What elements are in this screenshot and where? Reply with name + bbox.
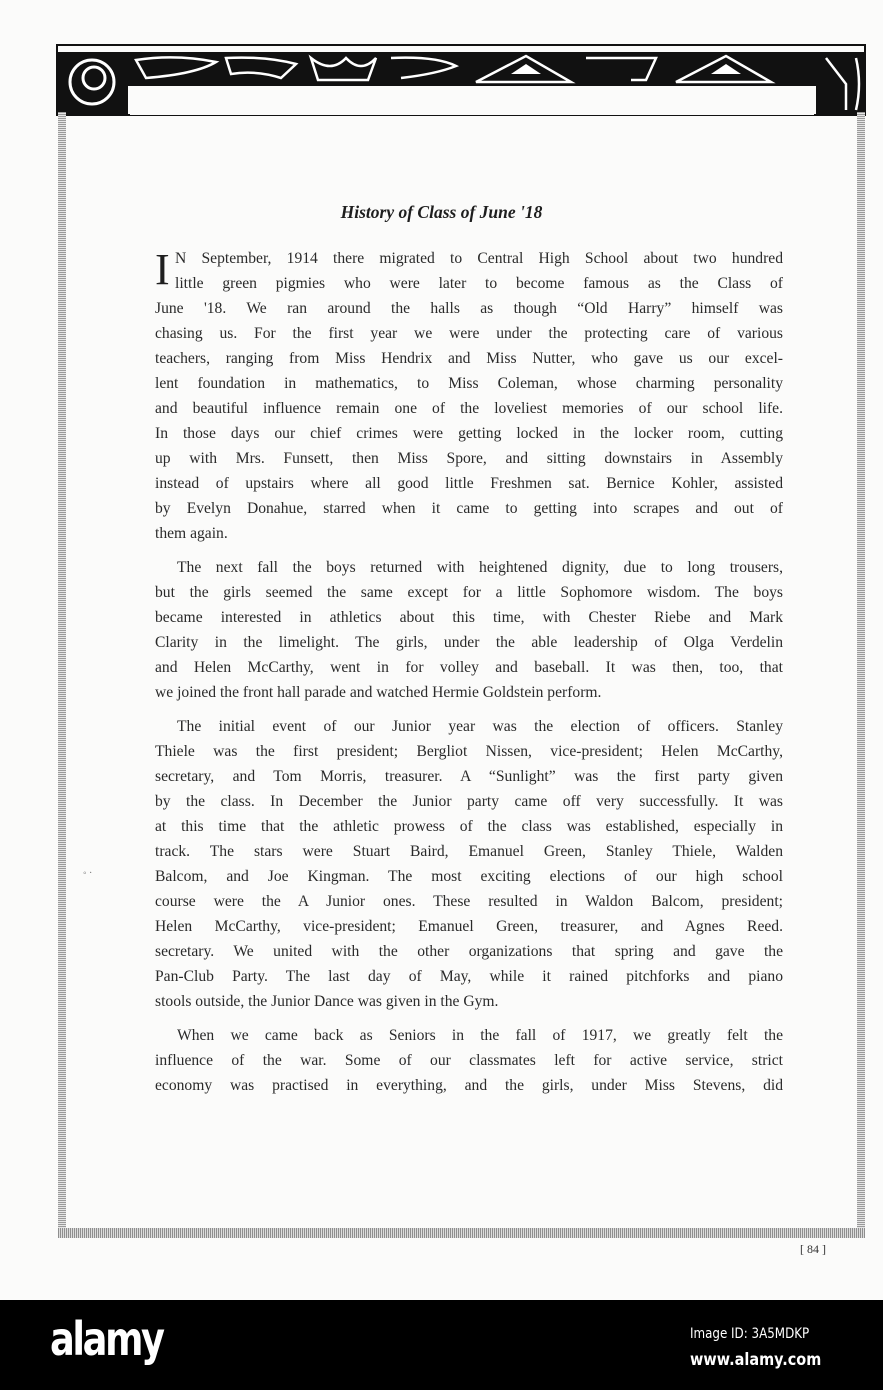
text-line: Thiele was the first president; Bergliot Nissen, vice-president; Helen McCarthy, — [155, 743, 783, 760]
text-line: track. The stars were Stuart Baird, Emanuel Green, Stanley Thiele, Walden — [155, 843, 783, 860]
paragraph — [155, 714, 783, 1014]
text-line: little green pigmies who were later to become famous as the Class of — [175, 275, 783, 292]
text-line: but the girls seemed the same except for a little Sophomore wisdom. The boys — [155, 584, 783, 601]
page-number: [ 84 ] — [800, 1242, 826, 1256]
text-line: Helen McCarthy, vice-president; Emanuel Green, treasurer, and Agnes Reed. — [155, 918, 783, 935]
text-line: by the class. In December the Junior party came off very successfully. It was — [155, 793, 783, 810]
text-line: teachers, ranging from Miss Hendrix and Miss Nutter, who gave us our excel- — [155, 350, 783, 367]
text-line: chasing us. For the first year we were under the protecting care of various — [155, 325, 783, 342]
text-line: Pan-Club Party. The last day of May, while it rained pitchforks and piano — [155, 968, 783, 985]
text-line: became interested in athletics about this time, with Chester Riebe and Mark — [155, 609, 783, 626]
page-title: History of Class of June '18 — [340, 202, 543, 222]
article-body — [155, 246, 783, 1098]
text-line: lent foundation in mathematics, to Miss Coleman, whose charming personality — [155, 375, 783, 392]
paragraph — [155, 555, 783, 705]
paragraph — [155, 246, 783, 546]
text-line: June '18. We ran around the halls as though “Old Harry” himself was — [155, 300, 783, 317]
watermark-band — [0, 1300, 883, 1390]
text-line: The initial event of our Junior year was the election of officers. Stanley — [177, 718, 783, 735]
text-line: When we came back as Seniors in the fall of 1917, we greatly felt the — [177, 1027, 783, 1044]
paragraph — [155, 1023, 783, 1098]
text-line: instead of upstairs where all good little Freshmen sat. Bernice Kohler, assisted — [155, 475, 783, 492]
image-id-text: Image ID: 3A5MDKP — [690, 1326, 810, 1342]
bottom-border-rule — [58, 1228, 865, 1238]
scan-speck-marks: ◦ · — [83, 868, 93, 879]
left-border-rule — [58, 112, 66, 1236]
text-line: N September, 1914 there migrated to Central High School about two hundred — [175, 250, 783, 267]
text-line: and Helen McCarthy, went in for volley and baseball. It was then, too, that — [155, 659, 783, 676]
text-line: secretary, and Tom Morris, treasurer. A “Sunlight” was the first party given — [155, 768, 783, 785]
text-line: and beautiful influence remain one of the loveliest memories of our school life. — [155, 400, 783, 417]
text-line: secretary. We united with the other organizations that spring and gave the — [155, 943, 783, 960]
text-line: course were the A Junior ones. These resulted in Waldon Balcom, president; — [155, 893, 783, 910]
text-line: stools outside, the Junior Dance was given in the Gym. — [155, 993, 499, 1010]
text-line: In those days our chief crimes were getting locked in the locker room, cutting — [155, 425, 783, 442]
text-line: by Evelyn Donahue, starred when it came to getting into scrapes and out of — [155, 500, 783, 517]
watermark-url: www.alamy.com — [690, 1350, 822, 1370]
text-line: economy was practised in everything, and the girls, under Miss Stevens, did — [155, 1077, 783, 1094]
right-border-rule — [857, 112, 865, 1236]
text-line: The next fall the boys returned with heightened dignity, due to long trousers, — [177, 559, 783, 576]
text-line: them again. — [155, 525, 228, 542]
alamy-logo: alamy — [50, 1312, 163, 1366]
decorative-header-border — [56, 44, 866, 116]
text-line: Clarity in the limelight. The girls, under the able leadership of Olga Verdelin — [155, 634, 783, 651]
drop-cap: I — [155, 245, 170, 294]
text-line: up with Mrs. Funsett, then Miss Spore, and sitting downstairs in Assembly — [155, 450, 783, 467]
text-line: influence of the war. Some of our classmates left for active service, strict — [155, 1052, 783, 1069]
text-line: Balcom, and Joe Kingman. The most exciting elections of our high school — [155, 868, 783, 885]
text-line: we joined the front hall parade and watched Hermie Goldstein perform. — [155, 684, 602, 701]
text-line: at this time that the athletic prowess of the class was established, especially in — [155, 818, 783, 835]
